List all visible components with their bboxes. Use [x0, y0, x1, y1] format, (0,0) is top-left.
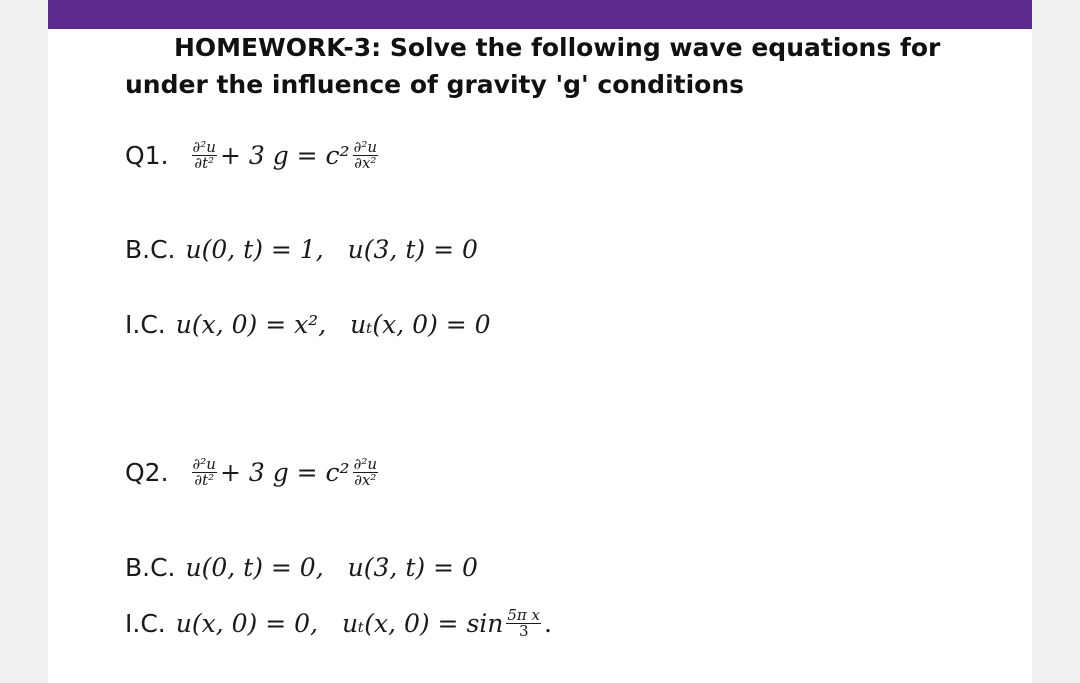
q1-ic-1: u(x, 0) = x², [175, 310, 327, 339]
q2-rhs-numerator: ∂²u [353, 455, 378, 473]
title-line-1: HOMEWORK-3: Solve the following wave equations for [174, 33, 941, 62]
q1-label: Q1. [125, 141, 169, 170]
q1-rhs-denominator: ∂x² [354, 154, 377, 172]
q2-label: Q2. [125, 458, 169, 487]
q2-rhs-denominator: ∂x² [354, 471, 377, 489]
q2-lhs-denominator: ∂t² [194, 471, 215, 489]
q1-rhs-fraction [353, 140, 378, 171]
header-bar [48, 0, 1032, 29]
q2-lhs-numerator: ∂²u [192, 455, 216, 473]
q1-ic-2: uₜ(x, 0) = 0 [350, 310, 491, 339]
q1-lhs-denominator: ∂t² [194, 154, 215, 172]
q1-bc-2: u(3, t) = 0 [347, 235, 478, 264]
slide [48, 0, 1032, 683]
q2-middle: + 3 g = c² [219, 458, 350, 487]
q2-ic-fraction [506, 608, 541, 639]
q2-equation [125, 457, 381, 488]
q1-rhs-numerator: ∂²u [353, 138, 378, 156]
q1-boundary-conditions [125, 235, 478, 264]
q2-bc-1: u(0, t) = 0, [185, 553, 324, 582]
q2-bc-2: u(3, t) = 0 [347, 553, 478, 582]
q1-lhs-numerator: ∂²u [192, 138, 216, 156]
title-line-2: under the influence of gravity 'g' conditions [125, 70, 745, 99]
q1-equation [125, 140, 381, 171]
q2-ic-label: I.C. [125, 609, 166, 638]
q2-ic-1: u(x, 0) = 0, [175, 609, 318, 638]
q2-initial-conditions [125, 608, 552, 639]
q1-bc-1: u(0, t) = 1, [185, 235, 324, 264]
q2-boundary-conditions [125, 553, 478, 582]
q2-bc-label: B.C. [125, 553, 176, 582]
q1-lhs-fraction [192, 140, 217, 171]
q2-ic-fraction-denominator: 3 [518, 622, 529, 640]
q2-ic-fraction-numerator: 5π x [507, 606, 541, 624]
q1-initial-conditions [125, 310, 491, 339]
q2-rhs-fraction [353, 457, 378, 488]
q2-ic-2: uₜ(x, 0) = sin [341, 609, 504, 638]
q1-middle: + 3 g = c² [219, 141, 350, 170]
q1-bc-label: B.C. [125, 235, 176, 264]
q2-ic-end: . [544, 609, 552, 638]
q1-ic-label: I.C. [125, 310, 166, 339]
q2-lhs-fraction [192, 457, 217, 488]
